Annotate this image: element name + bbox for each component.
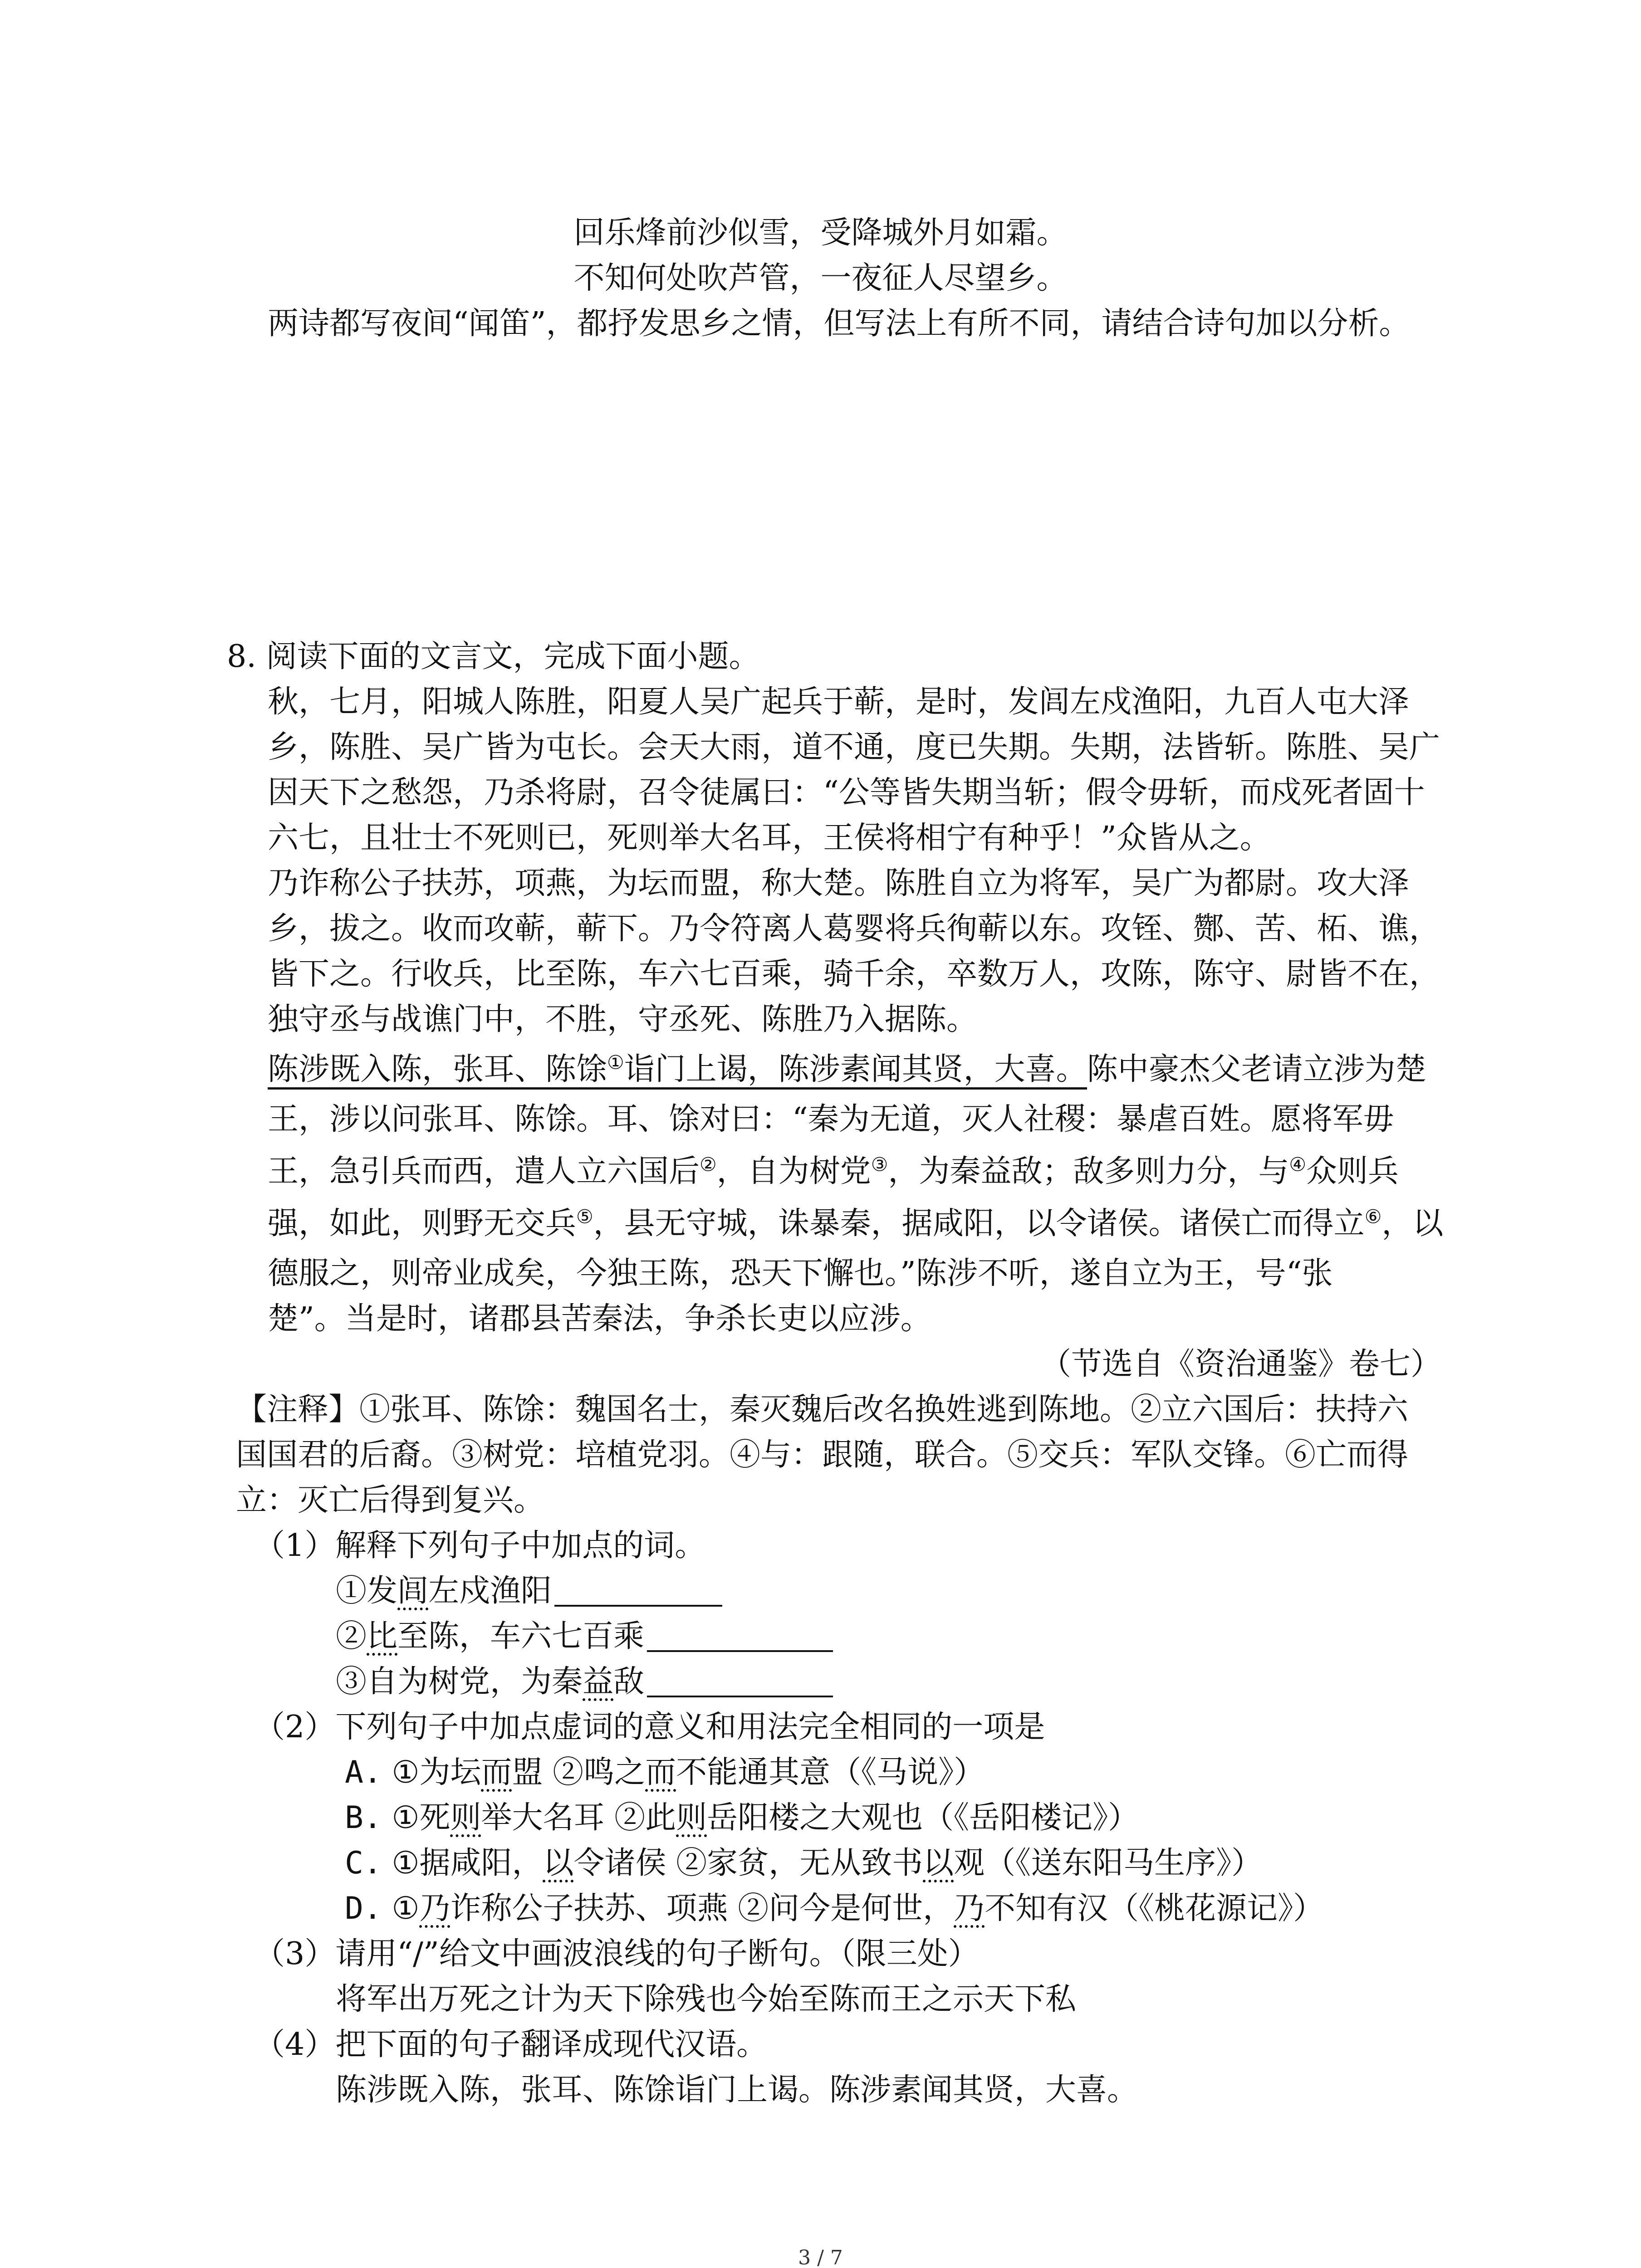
poem-line-1: 回乐烽前沙似雪，受降城外月如霜。	[573, 215, 1068, 251]
passage-line: 秋，七月，阳城人陈胜，阳夏人吴广起兵于蕲，是时，发闾左戍渔阳，九百人屯大泽	[268, 684, 1410, 720]
question-8-title: 8. 阅读下面的文言文，完成下面小题。	[227, 639, 760, 675]
passage-line: 六七，且壮士不死则已，死则举大名耳，王侯将相宁有种乎！”众皆从之。	[268, 820, 1271, 856]
annotation-line: 立：灭亡后得到复兴。	[236, 1482, 545, 1518]
passage-line: 楚”。当是时，诸郡县苦秦法，争杀长吏以应涉。	[268, 1301, 931, 1337]
option-d[interactable]: D. ①乃诈称公子扶苏、项燕 ②问今是何世，乃不知有汉（《桃花源记》）	[345, 1891, 1324, 1926]
passage-line: 德服之，则帝业成矣，今独王陈，恐天下懈也。”陈涉不听，遂自立为王，号“张	[268, 1256, 1333, 1291]
subquestion-4-sentence: 陈涉既入陈，张耳、陈馀诣门上谒。陈涉素闻其贤，大喜。	[336, 2072, 1138, 2108]
answer-blank[interactable]	[647, 1650, 833, 1652]
subquestion-3-sentence: 将军出万死之计为天下除残也今始至陈而王之示天下私	[336, 1981, 1077, 2017]
poem-line-2: 不知何处吹芦管，一夜征人尽望乡。	[573, 260, 1068, 296]
answer-blank[interactable]	[647, 1696, 833, 1697]
subquestion-3-title: （3）请用“/”给文中画波浪线的句子断句。（限三处）	[254, 1936, 979, 1972]
option-b[interactable]: B. ①死则举大名耳 ②此则岳阳楼之大观也（《岳阳楼记》）	[345, 1800, 1139, 1836]
subquestion-1-title: （1）解释下列句子中加点的词。	[254, 1528, 706, 1564]
passage-line: 皆下之。行收兵，比至陈，车六七百乘，骑千余，卒数万人，攻陈，陈守、尉皆不在，	[268, 956, 1440, 992]
option-a[interactable]: A. ①为坛而盟 ②鸣之而不能通其意（《马说》）	[345, 1755, 985, 1790]
passage-line: 王，急引兵而西，遣人立六国后②，自为树党③，为秦益敌；敌多则力分，与④众则兵	[268, 1153, 1399, 1189]
page-number: 3 / 7	[798, 2246, 843, 2268]
annotation-line: 【注释】①张耳、陈馀：魏国名士，秦灭魏后改名换姓逃到陈地。②立六国后：扶持六	[236, 1392, 1409, 1427]
question-7-prompt: 两诗都写夜间“闻笛”，都抒发思乡之情，但写法上有所不同，请结合诗句加以分析。	[268, 306, 1410, 342]
passage-line: 因天下之愁怨，乃杀将尉，召令徒属曰：“公等皆失期当斩；假令毋斩，而戍死者固十	[268, 775, 1425, 811]
passage-line: 乡，陈胜、吴广皆为屯长。会天大雨，道不通，度已失期。失期，法皆斩。陈胜、吴广	[268, 729, 1440, 765]
underlined-sentence: 陈涉既入陈，张耳、陈馀①诣门上谒，陈涉素闻其贤，大喜。	[268, 1051, 1087, 1090]
passage-line: 强，如此，则野无交兵⑤，县无守城，诛暴秦，据咸阳，以令诸侯。诸侯亡而得立⑥，以	[268, 1205, 1444, 1242]
passage-line: 乃诈称公子扶苏，项燕，为坛而盟，称大楚。陈胜自立为将军，吴广为都尉。攻大泽	[268, 865, 1410, 901]
passage-line: 独守丞与战谯门中，不胜，守丞死、陈胜乃入据陈。	[268, 1002, 978, 1037]
subquestion-2-title: （2）下列句子中加点虚词的意义和用法完全相同的一项是	[254, 1709, 1045, 1745]
subquestion-1-item: ③自为树党，为秦益敌	[336, 1660, 833, 1704]
subquestion-4-title: （4）把下面的句子翻译成现代汉语。	[254, 2027, 768, 2063]
option-c[interactable]: C. ①据咸阳，以令诸侯 ②家贫，无从致书以观（《送东阳马生序》）	[345, 1845, 1263, 1881]
subquestion-1-item: ②比至陈，车六七百乘	[336, 1615, 833, 1658]
annotation-line: 国国君的后裔。③树党：培植党羽。④与：跟随，联合。⑤交兵：军队交锋。⑥亡而得	[236, 1437, 1409, 1473]
source-citation: （节选自《资治通鉴》卷七）	[1040, 1346, 1441, 1382]
passage-line: 陈涉既入陈，张耳、陈馀①诣门上谒，陈涉素闻其贤，大喜。陈中豪杰父老请立涉为楚	[268, 1048, 1426, 1091]
passage-line: 乡，拔之。收而攻蕲，蕲下。乃令符离人葛婴将兵徇蕲以东。攻铚、酂、苦、柘、谯，	[268, 911, 1440, 947]
passage-line: 王，涉以问张耳、陈馀。耳、馀对曰：“秦为无道，灭人社稷：暴虐百姓。愿将军毋	[268, 1101, 1394, 1137]
subquestion-1-item: ①发闾左戍渔阳	[336, 1569, 722, 1613]
answer-blank[interactable]	[554, 1605, 722, 1607]
